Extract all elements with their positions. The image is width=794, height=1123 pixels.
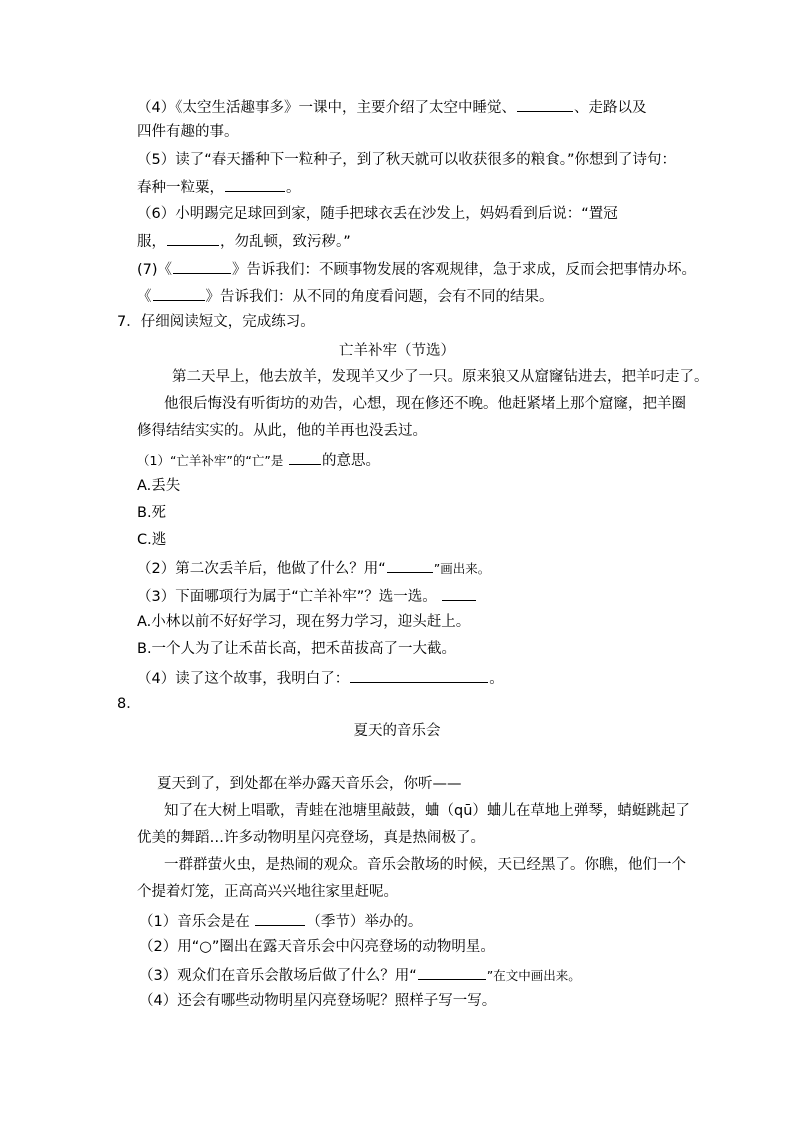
q8-subq3: （3）观众们在音乐会散场后做了什么？用“ ”在文中画出来。 <box>139 964 581 986</box>
answer-blank[interactable] <box>255 910 305 926</box>
q7-subq3: （3）下面哪项行为属于“亡羊补牢”？选一选。 <box>137 585 477 607</box>
q7-subq4: （4）读了这个故事，我明白了： 。 <box>137 667 504 689</box>
q6-item7-line1: (7)《 》告诉我们：不顾事物发展的客观规律，急于求成，反而会把事情办坏。 <box>137 258 696 280</box>
q7-para2-line2: 修得结结实实的。从此，他的羊再也没丢过。 <box>137 423 427 439</box>
q7-header: 7．仔细阅读短文，完成练习。 <box>117 314 315 330</box>
q7-subq2: （2）第二次丢羊后，他做了什么？用“ ”画出来。 <box>137 557 490 579</box>
answer-blank[interactable] <box>225 176 285 192</box>
q7-para2-line1: 他很后悔没有听街坊的劝告，心想，现在修还不晚。他赶紧堵上那个窟窿，把羊圈 <box>164 396 686 412</box>
answer-blank[interactable] <box>418 964 486 980</box>
q7-para1: 第二天早上，他去放羊，发现羊又少了一只。原来狼又从窟窿钻进去，把羊叼走了。 <box>172 369 709 385</box>
q8-para1: 夏天到了，到处都在举办露天音乐会，你听—— <box>157 776 462 792</box>
question-number: 7． <box>117 314 141 330</box>
q7-subq1: （1）“亡羊补牢”的“亡”是 的意思。 <box>137 449 380 471</box>
answer-blank[interactable] <box>387 557 433 573</box>
q8-para2-line2: 优美的舞蹈…许多动物明星闪亮登场，真是热闹极了。 <box>137 830 485 846</box>
q7-option-b: B.死 <box>137 505 167 521</box>
q7-subq3-option-b: B.一个人为了让禾苗长高，把禾苗拔高了一大截。 <box>137 641 457 657</box>
q8-para3-line1: 一群群萤火虫，是热闹的观众。音乐会散场的时候，天已经黑了。你瞧，他们一个 <box>164 857 686 873</box>
answer-blank[interactable] <box>517 96 573 112</box>
q8-subq1: （1）音乐会是在 （季节）举办的。 <box>139 910 422 932</box>
q7-option-c: C.逃 <box>137 532 167 548</box>
q8-number: 8． <box>117 696 141 712</box>
q8-para3-line2: 个提着灯笼，正高高兴兴地往家里赶呢。 <box>137 884 398 900</box>
q6-item7-line2: 《 》告诉我们：从不同的角度看问题，会有不同的结果。 <box>137 285 554 307</box>
q7-title: 亡羊补牢（节选） <box>339 343 455 359</box>
q8-title: 夏天的音乐会 <box>353 723 441 739</box>
answer-blank[interactable] <box>442 585 476 601</box>
q6-item6-line1: （6）小明踢完足球回到家，随手把球衣丢在沙发上，妈妈看到后说：“置冠 <box>137 206 618 222</box>
q6-item4-line2: 四件有趣的事。 <box>137 124 239 140</box>
q8-subq2: （2）用“○”圈出在露天音乐会中闪亮登场的动物明星。 <box>139 939 495 955</box>
q6-item5-line1: （5）读了“春天播种下一粒种子，到了秋天就可以收获很多的粮食。”你想到了诗句： <box>137 152 676 168</box>
answer-blank[interactable] <box>289 449 321 465</box>
answer-blank[interactable] <box>167 230 219 246</box>
q7-subq3-option-a: A.小林以前不好好学习，现在努力学习，迎头赶上。 <box>137 614 471 630</box>
q6-item4-line1: （4）《太空生活趣事多》一课中，主要介绍了太空中睡觉、 、走路以及 <box>137 96 646 118</box>
answer-blank[interactable] <box>350 667 488 683</box>
answer-blank[interactable] <box>173 258 231 274</box>
q8-para2-line1: 知了在大树上唱歌，青蛙在池塘里敲鼓，蛐（qū）蛐儿在草地上弹琴，蜻蜓跳起了 <box>164 803 690 819</box>
q6-item6-line2: 服， ，勿乱顿，致污秽。” <box>137 230 351 252</box>
answer-blank[interactable] <box>153 285 205 301</box>
q6-item5-line2: 春种一粒粟， 。 <box>137 176 301 198</box>
q7-option-a: A.丢失 <box>137 478 181 494</box>
q8-subq4: （4）还会有哪些动物明星闪亮登场呢？照样子写一写。 <box>139 993 497 1009</box>
